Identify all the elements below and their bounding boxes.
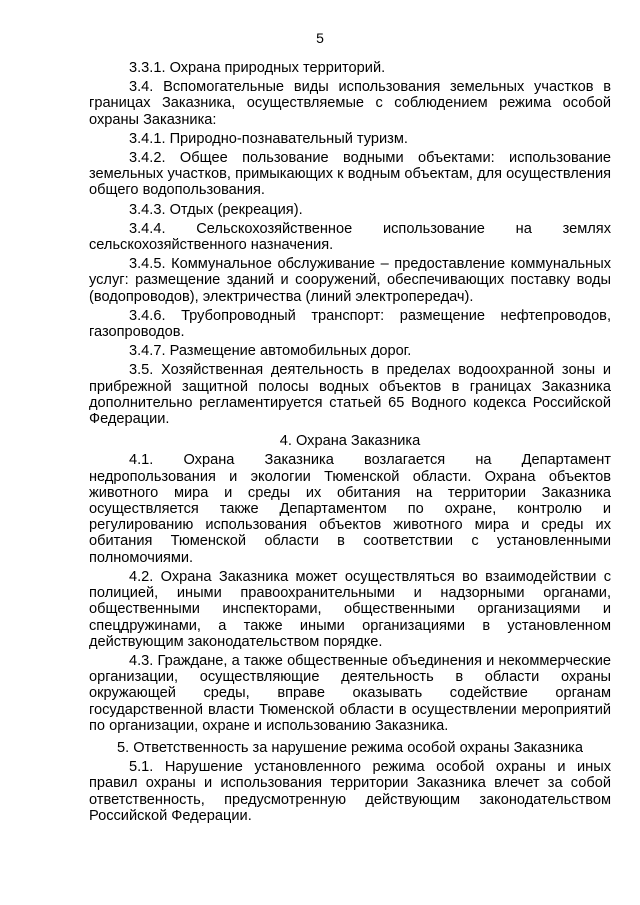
paragraph-3-4-5: 3.4.5. Коммунальное обслуживание – предоставление коммунальных услуг: размещение зданий и сооружений, обеспечивающих поставку воды (водопроводов), электричества (линий электропередач). [89, 256, 611, 305]
paragraph-4-1: 4.1. Охрана Заказника возлагается на Департамент недропользования и экологии Тюменской области. Охрана объектов животного мира и среды их обитания на территории Заказника осуществляется также Департаментом по охране, контролю и регулированию использования объектов животного мира и среды их обитания Тюменской области в соответствии с установленными полномочиями. [89, 452, 611, 566]
paragraph-3-4-1: 3.4.1. Природно-познавательный туризм. [129, 130, 408, 147]
paragraph-3-5: 3.5. Хозяйственная деятельность в пределах водоохранной зоны и прибрежной защитной полосы водных объектов в границах Заказника дополнительно регламентируется статьей 65 Водного кодекса Российской Федерации. [89, 362, 611, 428]
section-heading-5: 5. Ответственность за нарушение режима особой охраны Заказника [116, 739, 584, 756]
paragraph-3-4-3: 3.4.3. Отдых (рекреация). [129, 201, 303, 218]
paragraph-5-1: 5.1. Нарушение установленного режима особой охраны и иных правил охраны и использования территории Заказника влечет за собой ответственность, предусмотренную действующим законодательством Российской Федерации. [89, 759, 611, 824]
paragraph-3-4-2: 3.4.2. Общее пользование водными объектами: использование земельных участков, примыкающих к водным объектам, для осуществления общего водопользования. [89, 150, 611, 199]
paragraph-3-4-6: 3.4.6. Трубопроводный транспорт: размещение нефтепроводов, газопроводов. [89, 307, 611, 341]
section-heading-4: 4. Охрана Заказника [279, 433, 421, 450]
paragraph-3-4-7: 3.4.7. Размещение автомобильных дорог. [129, 343, 412, 360]
paragraph-3-4: 3.4. Вспомогательные виды использования земельных участков в границах Заказника, осуществляемые с соблюдением режима особой охраны Заказника: [89, 79, 611, 128]
page-number: 5 [316, 30, 324, 46]
paragraph-4-3: 4.3. Граждане, а также общественные объединения и некоммерческие организации, осуществляющие деятельность в области охраны окружающей среды, вправе оказывать содействие органам государственной власти Тюменской области в осуществлении мероприятий по организации, охране и использованию Заказника. [89, 652, 611, 734]
paragraph-4-2: 4.2. Охрана Заказника может осуществляться во взаимодействии с полицией, иными правоохранительными и надзорными органами, общественными инспекторами, общественными организациями и спецдружинами, а также иными организациями в установленном действующим законодательством порядке. [89, 568, 611, 650]
document-body [89, 60, 611, 827]
paragraph-3-3-1: 3.3.1. Охрана природных территорий. [129, 60, 386, 76]
paragraph-3-4-4: 3.4.4. Сельскохозяйственное использование на землях сельскохозяйственного назначения. [89, 220, 611, 254]
